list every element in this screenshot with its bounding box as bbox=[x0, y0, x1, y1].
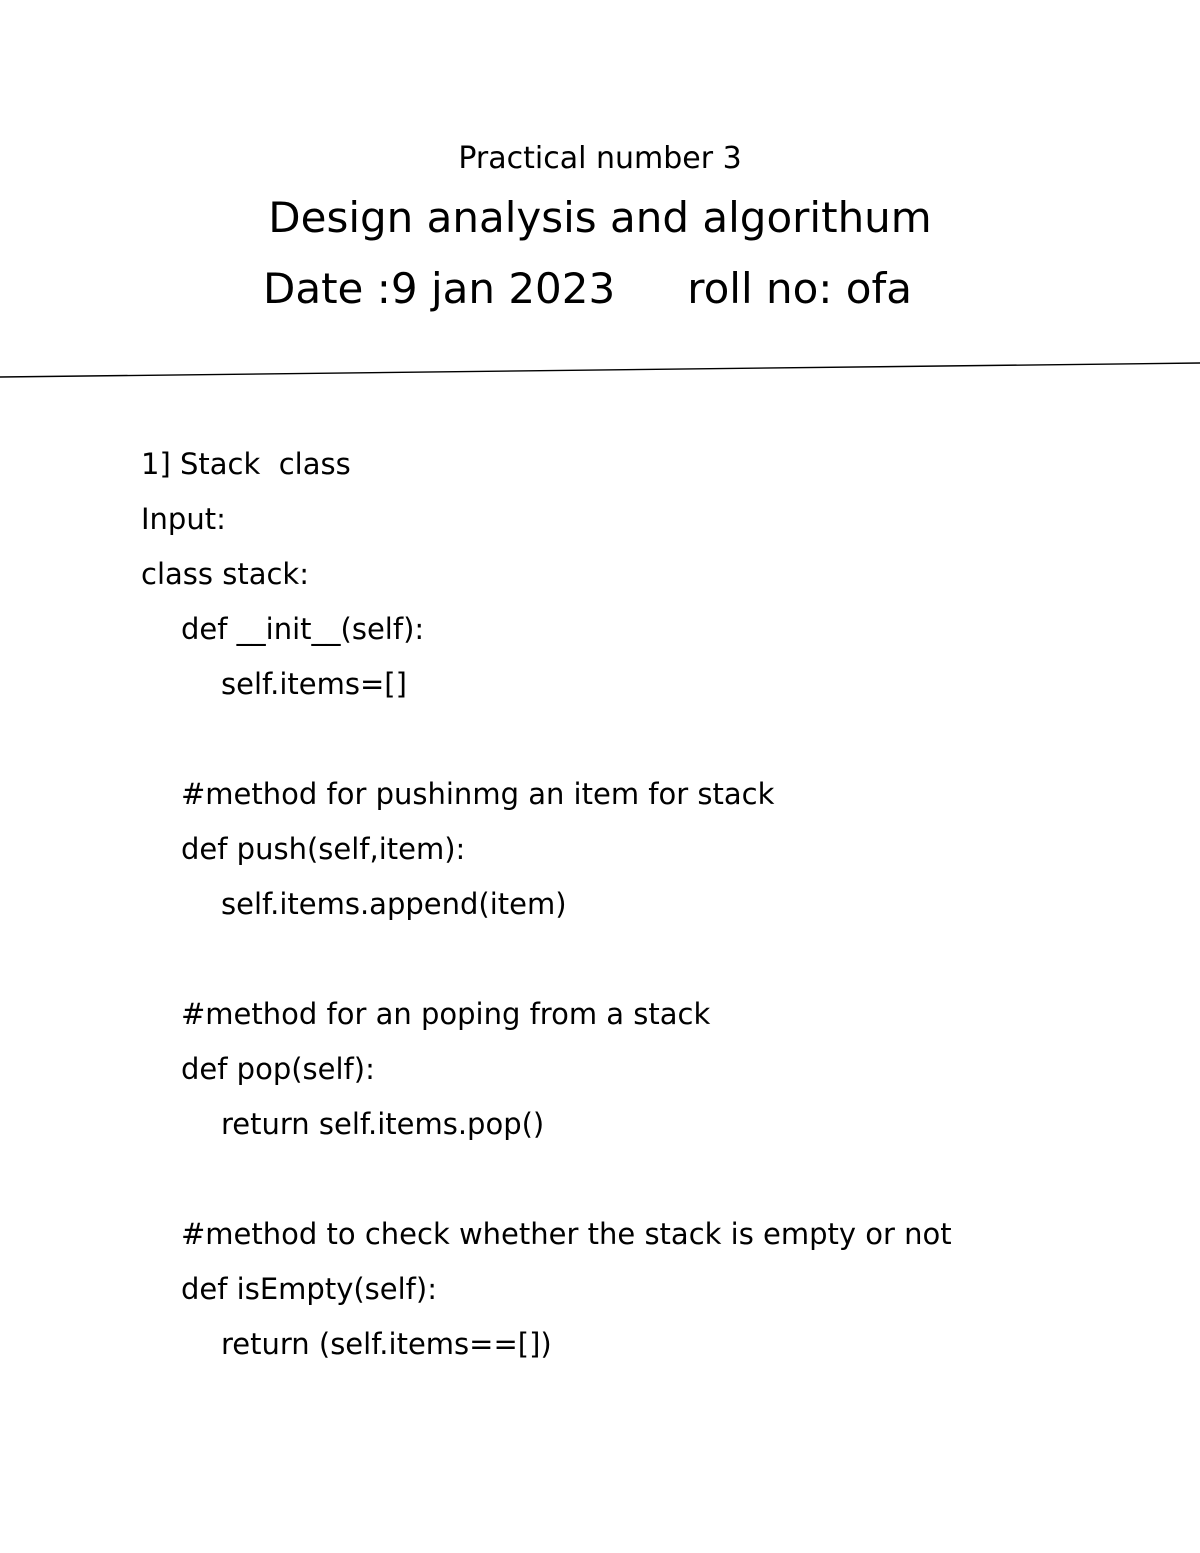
code-comment: #method for pushinmg an item for stack bbox=[181, 777, 775, 811]
code-line: self.items.append(item) bbox=[221, 887, 567, 921]
roll-no-text: roll no: ofa bbox=[687, 264, 912, 313]
code-line: def isEmpty(self): bbox=[181, 1272, 437, 1306]
date-text: Date :9 jan 2023 bbox=[263, 264, 616, 313]
practical-number: Practical number 3 bbox=[458, 141, 742, 176]
code-line: class stack: bbox=[141, 557, 309, 591]
header-divider bbox=[0, 0, 1200, 400]
input-label: Input: bbox=[141, 502, 226, 536]
code-comment: #method for an poping from a stack bbox=[181, 997, 711, 1031]
code-line: return self.items.pop() bbox=[221, 1107, 545, 1141]
code-line: return (self.items==[]) bbox=[221, 1327, 552, 1361]
code-line: def push(self,item): bbox=[181, 832, 466, 866]
code-line: self.items=[] bbox=[221, 667, 407, 701]
code-line: def pop(self): bbox=[181, 1052, 375, 1086]
document-title: Design analysis and algorithum bbox=[268, 193, 932, 242]
code-line: def __init__(self): bbox=[181, 612, 425, 646]
section-heading: 1] Stack class bbox=[141, 447, 351, 481]
code-comment: #method to check whether the stack is empty or not bbox=[181, 1217, 952, 1251]
